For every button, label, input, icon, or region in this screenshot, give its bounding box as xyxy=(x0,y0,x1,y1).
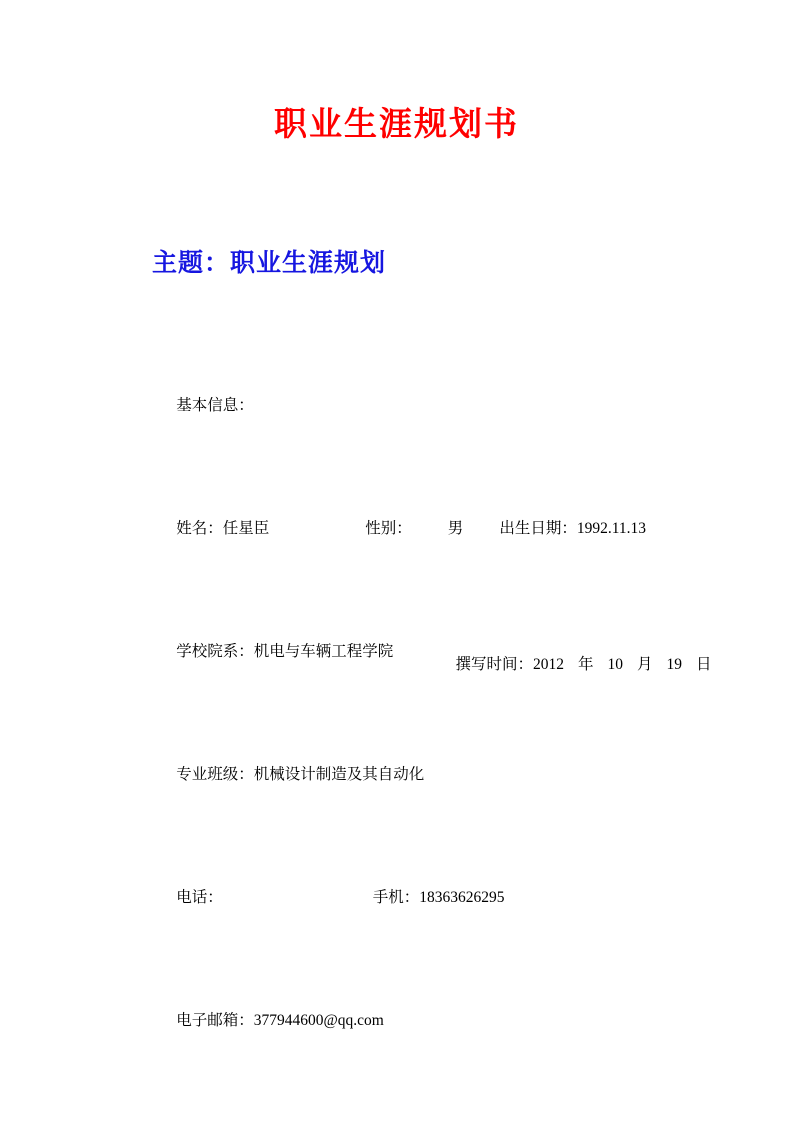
date-month: 10 xyxy=(607,656,624,673)
school-label: 学校院系： xyxy=(176,643,254,660)
gender-label: 性别： xyxy=(365,520,412,537)
name-value: 任星臣 xyxy=(222,520,270,537)
major-label: 专业班级： xyxy=(176,766,254,783)
gender-value: 男 xyxy=(447,520,464,537)
info-row-contact xyxy=(153,836,753,959)
basic-info-heading: 基本信息： xyxy=(176,397,254,414)
subject-value: 职业生涯规划 xyxy=(230,249,387,277)
info-row-major xyxy=(153,713,753,836)
basic-info-block xyxy=(153,344,753,1082)
page-title: 职业生涯规划书 xyxy=(274,105,519,142)
email-label: 电子邮箱： xyxy=(176,1012,254,1029)
date-year-unit: 年 xyxy=(578,656,594,673)
tel-label: 电话： xyxy=(176,889,223,906)
mobile-label: 手机： xyxy=(372,889,420,906)
email-value: 377944600@qq.com xyxy=(253,1012,384,1029)
name-label: 姓名： xyxy=(176,520,223,537)
info-row-email xyxy=(153,959,753,1082)
subject-label: 主题： xyxy=(152,249,231,277)
school-value: 机电与车辆工程学院 xyxy=(253,643,394,660)
info-row-name xyxy=(153,467,753,590)
date-month-unit: 月 xyxy=(637,656,653,673)
date-prefix: 撰写时间： xyxy=(455,656,534,673)
mobile-value: 18363626295 xyxy=(419,889,505,906)
date-day: 19 xyxy=(666,656,683,673)
date-day-unit: 日 xyxy=(696,656,712,673)
date-year: 2012 xyxy=(533,656,565,673)
birth-label: 出生日期： xyxy=(499,520,577,537)
subject-heading xyxy=(152,243,386,279)
writing-date-line xyxy=(440,634,712,692)
birth-value: 1992.11.13 xyxy=(576,520,647,537)
major-value: 机械设计制造及其自动化 xyxy=(253,766,425,783)
